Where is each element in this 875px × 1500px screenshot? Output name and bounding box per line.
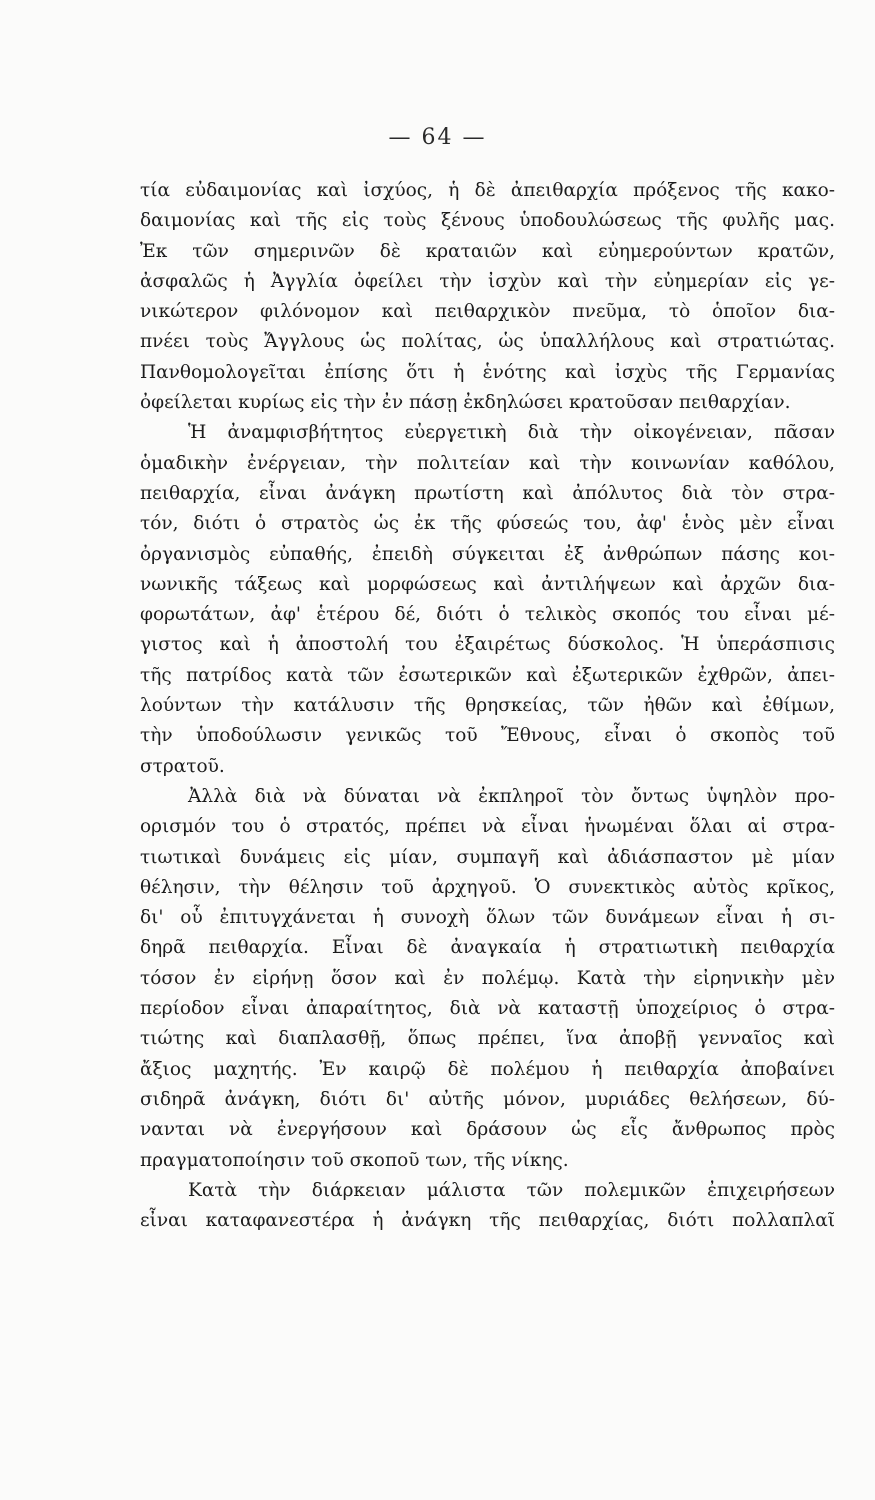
text-line: τία εὐδαιμονίας καὶ ἰσχύος, ἡ δὲ ἀπειθαρχία πρόξενος τῆς κακο- xyxy=(140,180,835,201)
text-line: ὀφείλεται κυρίως εἰς τὴν ἐν πάσῃ ἐκδηλώσει κρατοῦσαν πειθαρχίαν. xyxy=(140,392,791,414)
text-line: πειθαρχία, εἶναι ἀνάγκη πρωτίστη καὶ ἀπόλυτος διὰ τὸν στρα- xyxy=(140,482,835,504)
text-line: δαιμονίας καὶ τῆς εἰς τοὺς ξένους ὑποδουλώσεως τῆς φυλῆς μας. xyxy=(140,210,835,232)
text-line: νανται νὰ ἐνεργήσουν καὶ δράσουν ὡς εἷς ἄνθρωπος πρὸς xyxy=(140,1119,835,1141)
text-line: τόν, διότι ὁ στρατὸς ὡς ἐκ τῆς φύσεώς του, ἀφ' ἑνὸς μὲν εἶναι xyxy=(140,513,835,535)
text-line: τὴν ὑποδούλωσιν γενικῶς τοῦ Ἔθνους, εἶναι ὁ σκοπὸς τοῦ xyxy=(140,725,835,747)
text-line: Ἐκ τῶν σημερινῶν δὲ κραταιῶν καὶ εὐημερούντων κρατῶν, xyxy=(140,240,835,262)
text-line: ὁμαδικὴν ἐνέργειαν, τὴν πολιτείαν καὶ τὴν κοινωνίαν καθόλου, xyxy=(140,452,835,474)
text-line: πνέει τοὺς Ἄγγλους ὡς πολίτας, ὡς ὑπαλλήλους καὶ στρατιώτας. xyxy=(140,331,835,353)
text-line: περίοδον εἶναι ἀπαραίτητος, διὰ νὰ καταστῇ ὑποχείριος ὁ στρα- xyxy=(140,998,835,1020)
text-line: εἶναι καταφανεστέρα ἡ ἀνάγκη τῆς πειθαρχίας, διότι πολλαπλαῖ xyxy=(140,1210,835,1232)
text-line: στρατοῦ. xyxy=(140,755,225,777)
text-line: πραγματοποίησιν τοῦ σκοποῦ των, τῆς νίκης. xyxy=(140,1149,569,1171)
text-line: ἄξιος μαχητής. Ἐν καιρῷ δὲ πολέμου ἡ πειθαρχία ἀποβαίνει xyxy=(140,1058,835,1080)
text-line: τιώτης καὶ διαπλασθῇ, ὅπως πρέπει, ἵνα ἀποβῇ γενναῖος καὶ xyxy=(140,1028,835,1050)
body-text xyxy=(140,176,835,1236)
text-line: Ἀλλὰ διὰ νὰ δύναται νὰ ἐκπληροῖ τὸν ὄντως ὑψηλὸν προ- xyxy=(188,785,835,807)
text-line: ορισμόν του ὁ στρατός, πρέπει νὰ εἶναι ἡνωμέναι ὅλαι αἱ στρα- xyxy=(140,816,835,838)
text-line: Πανθομολογεῖται ἐπίσης ὅτι ἡ ἑνότης καὶ ἰσχὺς τῆς Γερμανίας xyxy=(140,361,835,383)
text-line: τῆς πατρίδος κατὰ τῶν ἐσωτερικῶν καὶ ἐξωτερικῶν ἐχθρῶν, ἀπει- xyxy=(140,664,835,686)
text-line: θέλησιν, τὴν θέλησιν τοῦ ἀρχηγοῦ. Ὁ συνεκτικὸς αὐτὸς κρῖκος, xyxy=(140,876,835,898)
text-line: δι' οὗ ἐπιτυγχάνεται ἡ συνοχὴ ὅλων τῶν δυνάμεων εἶναι ἡ σι- xyxy=(140,907,835,929)
text-line: σιδηρᾶ ἀνάγκη, διότι δι' αὐτῆς μόνον, μυριάδες θελήσεων, δύ- xyxy=(140,1088,835,1110)
text-line: δηρᾶ πειθαρχία. Εἶναι δὲ ἀναγκαία ἡ στρατιωτικὴ πειθαρχία xyxy=(140,937,835,959)
page-number: — 64 — xyxy=(388,125,487,150)
text-line: ἀσφαλῶς ἡ Ἀγγλία ὀφείλει τὴν ἰσχὺν καὶ τὴν εὐημερίαν εἰς γε- xyxy=(140,270,835,292)
text-line: λούντων τὴν κατάλυσιν τῆς θρησκείας, τῶν ἠθῶν καὶ ἐθίμων, xyxy=(140,695,835,717)
text-line: Κατὰ τὴν διάρκειαν μάλιστα τῶν πολεμικῶν ἐπιχειρήσεων xyxy=(188,1179,835,1201)
text-line: Ἡ ἀναμφισβήτητος εὐεργετικὴ διὰ τὴν οἰκογένειαν, πᾶσαν xyxy=(188,422,835,444)
text-line: τόσον ἐν εἰρήνῃ ὅσον καὶ ἐν πολέμῳ. Κατὰ τὴν εἰρηνικὴν μὲν xyxy=(140,967,835,989)
text-line: τιωτικαὶ δυνάμεις εἰς μίαν, συμπαγῆ καὶ ἀδιάσπαστον μὲ μίαν xyxy=(140,846,835,868)
text-line: νικώτερον φιλόνομον καὶ πειθαρχικὸν πνεῦμα, τὸ ὁποῖον δια- xyxy=(140,301,835,323)
text-line: ὀργανισμὸς εὐπαθής, ἐπειδὴ σύγκειται ἐξ ἀνθρώπων πάσης κοι- xyxy=(140,543,835,565)
text-line: νωνικῆς τάξεως καὶ μορφώσεως καὶ ἀντιλήψεων καὶ ἀρχῶν δια- xyxy=(140,573,835,595)
text-line: γιστος καὶ ἡ ἀποστολή του ἐξαιρέτως δύσκολος. Ἡ ὑπεράσπισις xyxy=(140,634,835,656)
text-line: φορωτάτων, ἀφ' ἑτέρου δέ, διότι ὁ τελικὸς σκοπός του εἶναι μέ- xyxy=(140,604,835,626)
